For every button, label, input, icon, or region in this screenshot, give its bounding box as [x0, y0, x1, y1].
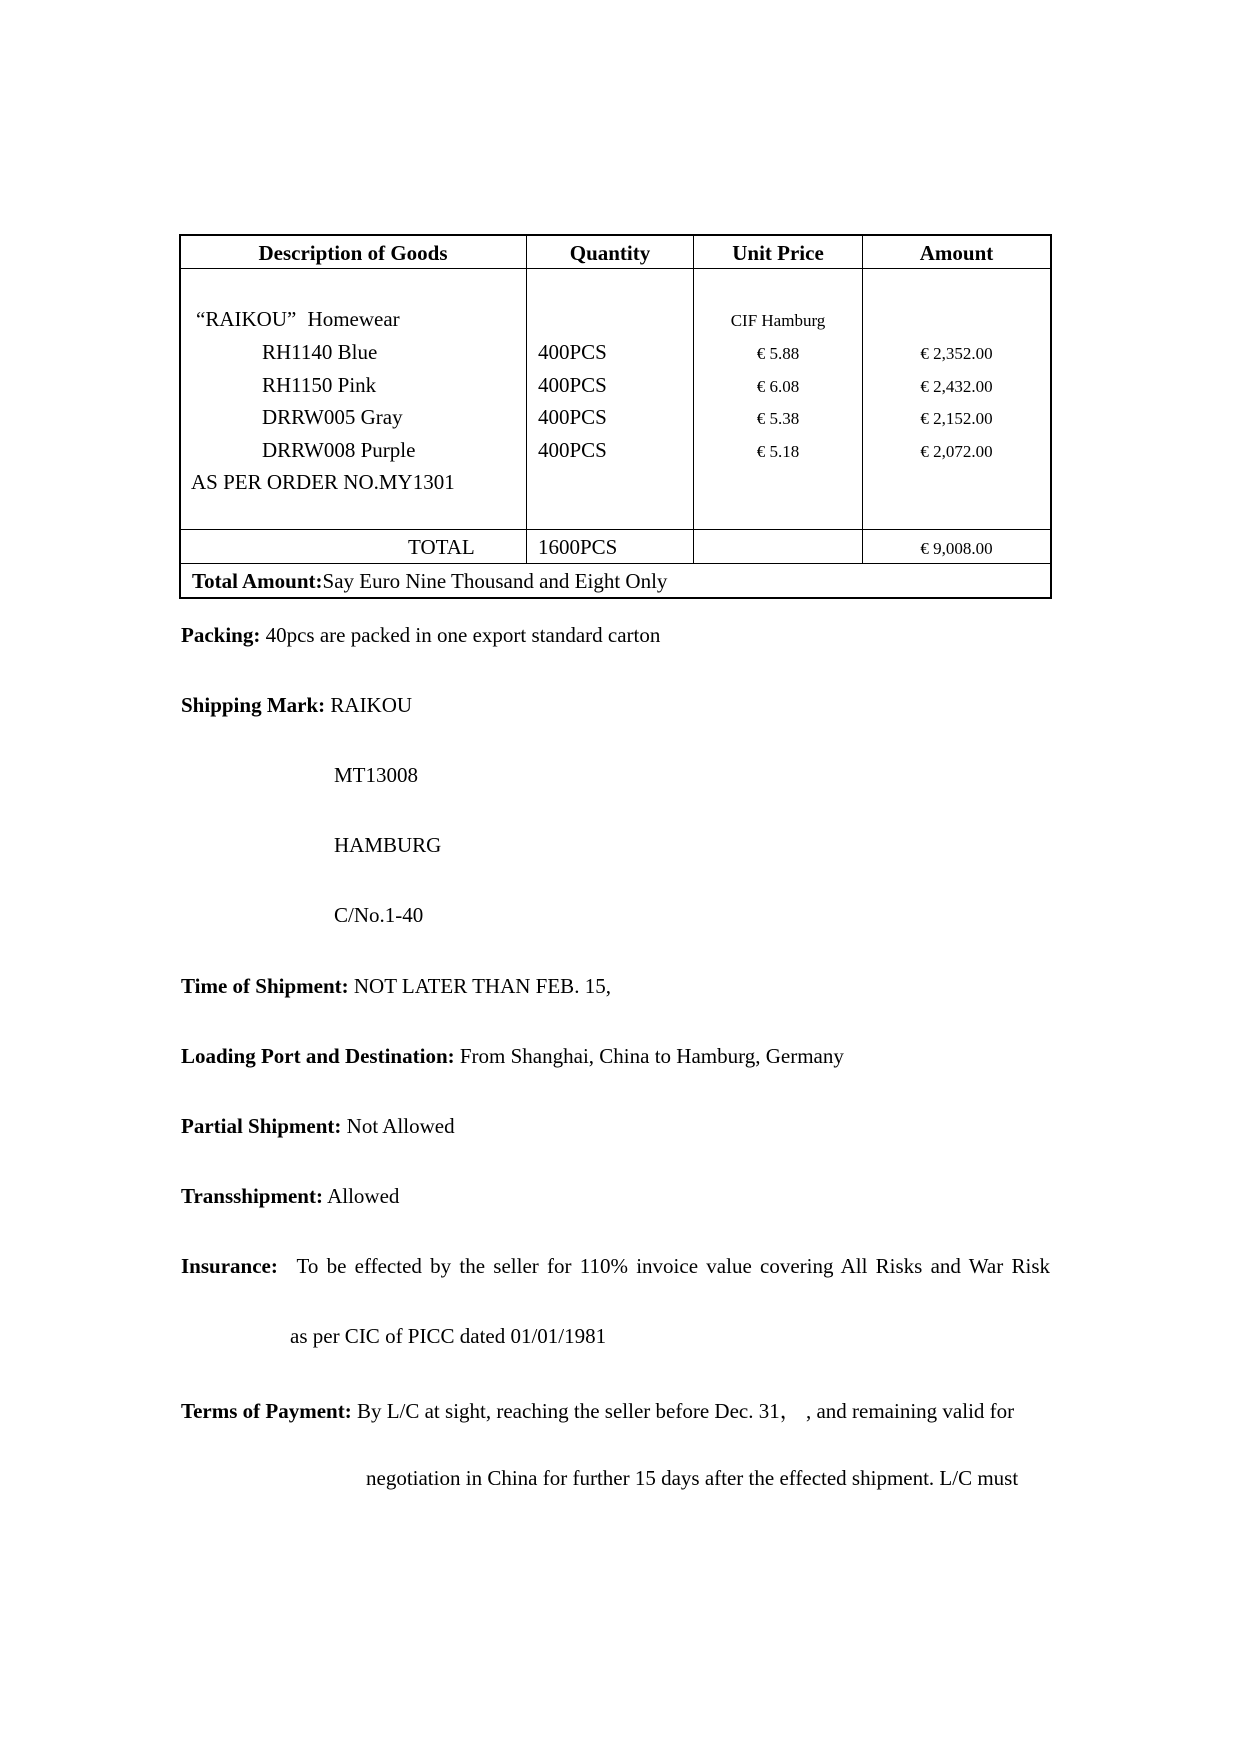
item-name: DRRW008 Purple	[262, 438, 416, 462]
item-qty: 400PCS	[538, 340, 607, 364]
product-title: “RAIKOU” Homewear	[196, 307, 400, 331]
loading-port-line	[181, 1044, 844, 1069]
item-price: € 5.88	[756, 344, 800, 363]
partial-shipment-text: Not Allowed	[346, 1114, 455, 1138]
table-border-right	[1050, 234, 1052, 599]
item-qty: 400PCS	[538, 373, 607, 397]
shipping-mark-label: Shipping Mark:	[181, 693, 326, 717]
shipping-mark-line: MT13008	[334, 763, 418, 787]
loading-port-text: From Shanghai, China to Hamburg, Germany	[459, 1044, 844, 1068]
item-amount: € 2,152.00	[920, 409, 993, 428]
payment-line-2: negotiation in China for further 15 days after the effected shipment. L/C must	[366, 1466, 1019, 1490]
total-label: TOTAL	[408, 535, 475, 559]
total-amount-text: Say Euro Nine Thousand and Eight Only	[322, 569, 668, 593]
order-reference: AS PER ORDER NO.MY1301	[191, 470, 455, 494]
packing-line	[181, 623, 660, 648]
item-price: € 6.08	[756, 377, 800, 396]
loading-port-label: Loading Port and Destination:	[181, 1044, 455, 1068]
table-border-bottom	[180, 597, 1052, 599]
total-amount-value: € 9,008.00	[920, 539, 993, 558]
packing-text: 40pcs are packed in one export standard carton	[265, 623, 661, 647]
transshipment-line	[181, 1184, 399, 1209]
item-amount: € 2,072.00	[920, 442, 993, 461]
table-col-divider-1	[526, 234, 527, 564]
item-price: € 5.18	[756, 442, 800, 461]
time-of-shipment-line	[181, 974, 611, 999]
item-price: € 5.38	[756, 409, 800, 428]
time-of-shipment-label: Time of Shipment:	[181, 974, 349, 998]
payment-label: Terms of Payment:	[181, 1399, 352, 1423]
insurance-line	[181, 1254, 1050, 1279]
header-description: Description of Goods	[258, 241, 448, 265]
item-name: RH1140 Blue	[262, 340, 378, 364]
packing-label: Packing:	[181, 623, 261, 647]
total-amount-label: Total Amount:	[192, 569, 323, 593]
payment-line	[181, 1395, 1014, 1425]
payment-text: By L/C at sight, reaching the seller before Dec. 31， , and remaining valid for	[356, 1399, 1015, 1423]
insurance-label: Insurance:	[181, 1254, 278, 1278]
partial-shipment-line	[181, 1114, 455, 1139]
header-unit-price: Unit Price	[732, 241, 824, 265]
table-col-divider-3	[862, 234, 863, 564]
shipping-mark-line: C/No.1-40	[334, 903, 424, 927]
item-amount: € 2,432.00	[920, 377, 993, 396]
shipping-mark-line: HAMBURG	[334, 833, 442, 857]
insurance-text: To be effected by the seller for 110% invoice value covering All Risks and War Risk	[296, 1254, 1050, 1278]
header-amount: Amount	[919, 241, 994, 265]
transshipment-text: Allowed	[327, 1184, 400, 1208]
transshipment-label: Transshipment:	[181, 1184, 323, 1208]
insurance-line-2: as per CIC of PICC dated 01/01/1981	[290, 1324, 607, 1348]
table-header-divider	[180, 268, 1052, 269]
item-amount: € 2,352.00	[920, 344, 993, 363]
time-of-shipment-text: NOT LATER THAN FEB. 15,	[353, 974, 611, 998]
table-amount-divider	[180, 563, 1052, 564]
table-col-divider-2	[693, 234, 694, 564]
total-qty: 1600PCS	[538, 535, 618, 559]
header-quantity: Quantity	[569, 241, 651, 265]
table-border-left	[179, 234, 181, 599]
total-amount-words	[192, 569, 667, 594]
item-qty: 400PCS	[538, 438, 607, 462]
item-name: RH1150 Pink	[262, 373, 377, 397]
item-name: DRRW005 Gray	[262, 405, 403, 429]
item-qty: 400PCS	[538, 405, 607, 429]
shipping-mark-text: RAIKOU	[330, 693, 413, 717]
partial-shipment-label: Partial Shipment:	[181, 1114, 342, 1138]
table-border-top	[180, 234, 1052, 236]
price-term: CIF Hamburg	[730, 311, 826, 330]
table-total-divider	[180, 529, 1052, 530]
shipping-mark-line	[181, 693, 412, 718]
